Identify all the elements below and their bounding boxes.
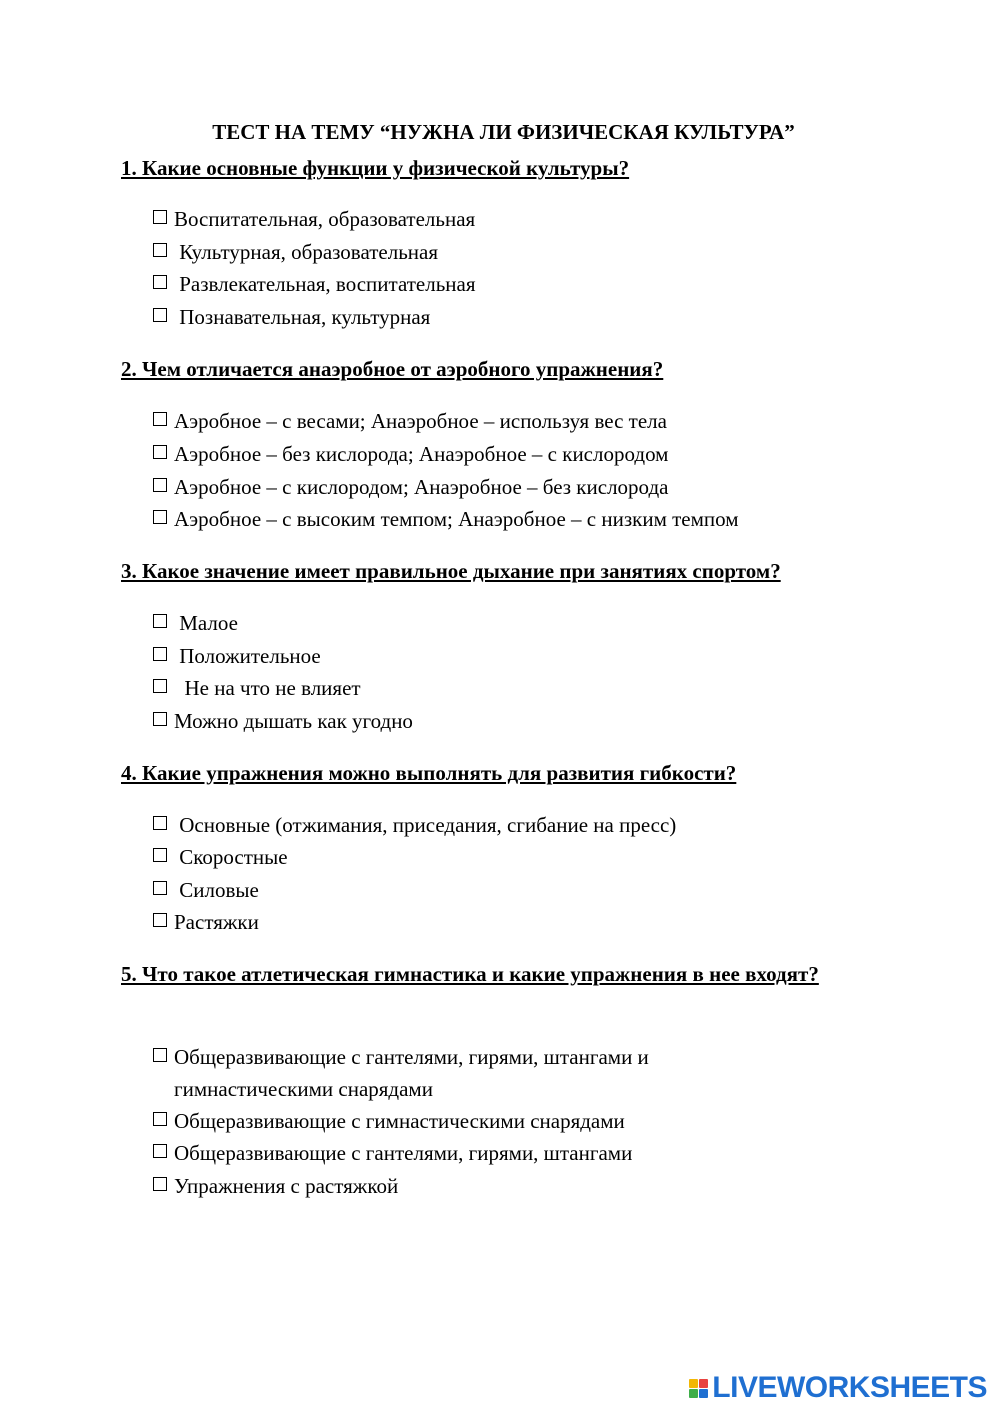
checkbox-icon[interactable] bbox=[153, 210, 167, 224]
option-label: Аэробное – с высоким темпом; Анаэробное – с низким темпом bbox=[174, 507, 739, 531]
option-label: Не на что не влияет bbox=[174, 676, 361, 700]
checkbox-icon[interactable] bbox=[153, 816, 167, 830]
logo-square-4 bbox=[699, 1389, 708, 1398]
option-2-4[interactable] bbox=[153, 503, 853, 535]
question-3: 3. Какое значение имеет правильное дыхание при занятиях спортом? bbox=[121, 559, 781, 583]
checkbox-icon[interactable] bbox=[153, 913, 167, 927]
option-1-2[interactable] bbox=[153, 236, 853, 268]
option-4-3[interactable] bbox=[153, 874, 853, 906]
option-label: Растяжки bbox=[174, 910, 259, 934]
option-1-1[interactable] bbox=[153, 203, 853, 235]
checkbox-icon[interactable] bbox=[153, 510, 167, 524]
question-2: 2. Чем отличается анаэробное от аэробного упражнения? bbox=[121, 357, 664, 381]
option-label: Воспитательная, образовательная bbox=[174, 207, 476, 231]
checkbox-icon[interactable] bbox=[153, 679, 167, 693]
option-4-2[interactable] bbox=[153, 841, 853, 873]
option-label: Скоростные bbox=[174, 845, 288, 869]
option-label: Аэробное – без кислорода; Анаэробное – с кислородом bbox=[174, 442, 669, 466]
option-label: Культурная, образовательная bbox=[174, 240, 438, 264]
option-5-4[interactable] bbox=[153, 1170, 853, 1202]
checkbox-icon[interactable] bbox=[153, 243, 167, 257]
logo-square-3 bbox=[689, 1389, 698, 1398]
option-label: Малое bbox=[174, 611, 238, 635]
option-3-2[interactable] bbox=[153, 640, 853, 672]
checkbox-icon[interactable] bbox=[153, 275, 167, 289]
option-label: Общеразвивающие с гимнастическими снарядами bbox=[174, 1109, 625, 1133]
option-5-2[interactable] bbox=[153, 1105, 853, 1137]
logo-square-1 bbox=[689, 1379, 698, 1388]
checkbox-icon[interactable] bbox=[153, 1048, 167, 1062]
option-5-1[interactable] bbox=[153, 1041, 713, 1105]
checkbox-icon[interactable] bbox=[153, 308, 167, 322]
checkbox-icon[interactable] bbox=[153, 848, 167, 862]
checkbox-icon[interactable] bbox=[153, 1177, 167, 1191]
logo-text: LIVEWORKSHEETS bbox=[712, 1371, 987, 1404]
option-2-2[interactable] bbox=[153, 438, 853, 470]
option-3-4[interactable] bbox=[153, 705, 853, 737]
option-label: Упражнения с растяжкой bbox=[174, 1174, 399, 1198]
logo-square-2 bbox=[699, 1379, 708, 1388]
question-1: 1. Какие основные функции у физической культуры? bbox=[121, 156, 630, 180]
checkbox-icon[interactable] bbox=[153, 1112, 167, 1126]
option-3-3[interactable] bbox=[153, 672, 853, 704]
option-4-1[interactable] bbox=[153, 809, 853, 841]
option-5-3[interactable] bbox=[153, 1137, 853, 1169]
checkbox-icon[interactable] bbox=[153, 614, 167, 628]
option-label: Аэробное – с весами; Анаэробное – используя вес тела bbox=[174, 409, 667, 433]
checkbox-icon[interactable] bbox=[153, 647, 167, 661]
checkbox-icon[interactable] bbox=[153, 881, 167, 895]
option-label: Общеразвивающие с гантелями, гирями, штангами bbox=[174, 1141, 633, 1165]
checkbox-icon[interactable] bbox=[153, 412, 167, 426]
option-2-1[interactable] bbox=[153, 405, 853, 437]
option-label: Развлекательная, воспитательная bbox=[174, 272, 476, 296]
option-label: Основные (отжимания, приседания, сгибание на пресс) bbox=[174, 813, 677, 837]
option-4-4[interactable] bbox=[153, 906, 853, 938]
option-label: Силовые bbox=[174, 878, 259, 902]
question-4: 4. Какие упражнения можно выполнять для развития гибкости? bbox=[121, 761, 737, 785]
checkbox-icon[interactable] bbox=[153, 478, 167, 492]
option-label: Можно дышать как угодно bbox=[174, 709, 413, 733]
question-5: 5. Что такое атлетическая гимнастика и какие упражнения в нее входят? bbox=[121, 962, 819, 986]
checkbox-icon[interactable] bbox=[153, 1144, 167, 1158]
option-3-1[interactable] bbox=[153, 607, 853, 639]
option-label: Аэробное – с кислородом; Анаэробное – без кислорода bbox=[174, 475, 669, 499]
liveworksheets-logo bbox=[689, 1370, 987, 1406]
option-1-4[interactable] bbox=[153, 301, 853, 333]
option-label: Общеразвивающие с гантелями, гирями, штангами и гимнастическими снарядами bbox=[174, 1045, 649, 1101]
worksheet-title: ТЕСТ НА ТЕМУ “НУЖНА ЛИ ФИЗИЧЕСКАЯ КУЛЬТУРА” bbox=[212, 120, 795, 144]
option-label: Познавательная, культурная bbox=[174, 305, 431, 329]
checkbox-icon[interactable] bbox=[153, 712, 167, 726]
option-label: Положительное bbox=[174, 644, 321, 668]
checkbox-icon[interactable] bbox=[153, 445, 167, 459]
option-1-3[interactable] bbox=[153, 268, 853, 300]
option-2-3[interactable] bbox=[153, 471, 853, 503]
logo-mark-icon bbox=[689, 1379, 708, 1398]
